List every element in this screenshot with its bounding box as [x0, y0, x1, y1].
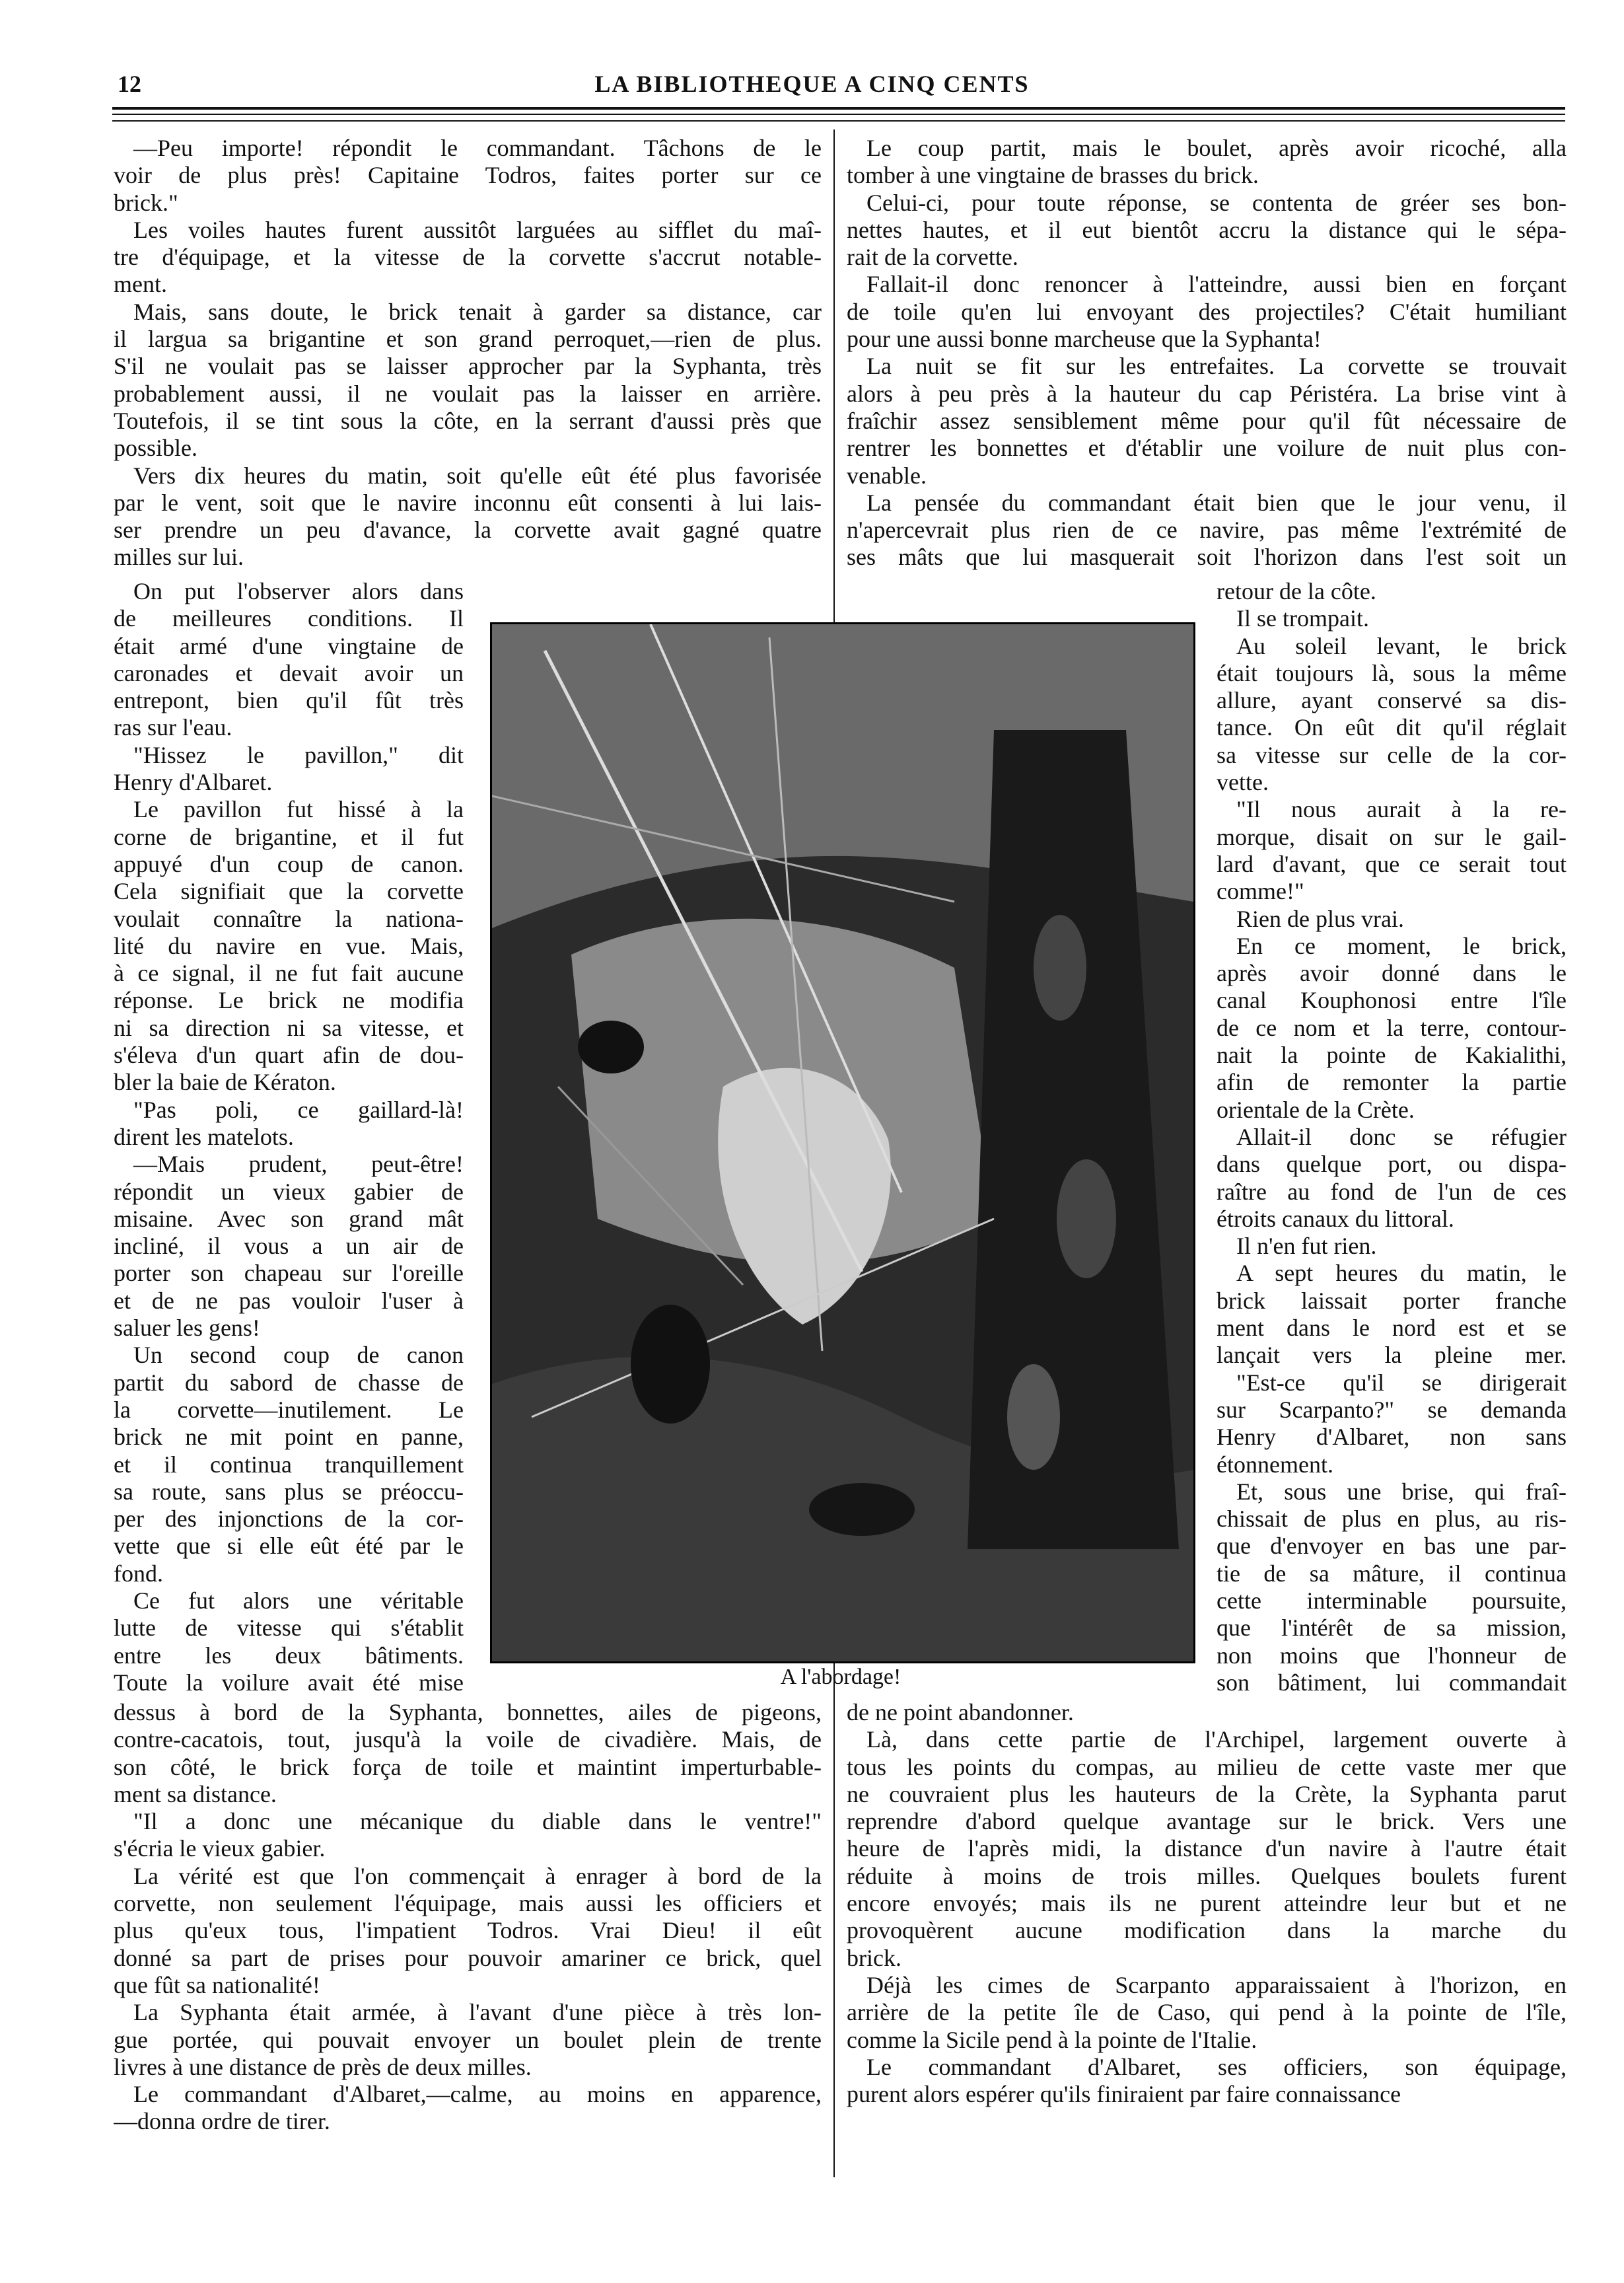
text-line: Ce fut alors une véritable	[133, 1587, 464, 1614]
text-line: Toute la voilure avait été mise	[114, 1669, 464, 1696]
text-line: Celui-ci, pour toute réponse, se contenta de gréer ses bon-	[866, 189, 1567, 216]
text-line: corne de brigantine, et il fut	[114, 823, 464, 850]
text-line: cette interminable poursuite,	[1217, 1587, 1567, 1614]
text-line: sur Scarpanto?" se demanda	[1217, 1396, 1567, 1423]
figure-caption: A l'abordage!	[780, 1665, 901, 1689]
text-line: tance. On eût dit qu'il réglait	[1217, 714, 1567, 741]
text-line: Les voiles hautes furent aussitôt larguées au sifflet du maî-	[133, 216, 822, 243]
text-line: purent alors espérer qu'ils finiraient par faire connaissance	[847, 2081, 1401, 2108]
header-rule	[112, 120, 1565, 122]
text-line: alors à peu près à la hauteur du cap Péristéra. La brise vint à	[847, 380, 1567, 407]
text-line: et il continua tranquillement	[114, 1451, 464, 1478]
text-line: sa vitesse sur celle de la cor-	[1217, 741, 1567, 768]
text-line: fond.	[114, 1560, 163, 1587]
text-line: milles sur lui.	[114, 544, 244, 571]
text-line: En ce moment, le brick,	[1236, 932, 1567, 959]
header-rule	[112, 107, 1565, 110]
text-line: incliné, il vous a un air de	[114, 1233, 464, 1260]
text-line: contre-cacatois, tout, jusqu'à la voile de civadière. Mais, de	[114, 1726, 822, 1753]
text-line: dans quelque port, ou dispa-	[1217, 1151, 1567, 1178]
text-line: brick.	[847, 1944, 901, 1971]
text-line: canal Kouphonosi entre l'île	[1217, 987, 1567, 1014]
text-line: n'apercevrait plus rien de ce navire, pas même l'extrémité de	[847, 517, 1567, 544]
text-line: raître au fond de l'un de ces	[1217, 1178, 1567, 1205]
text-line: partit du sabord de chasse de	[114, 1369, 464, 1396]
text-line: la corvette—inutilement. Le	[114, 1396, 464, 1423]
text-line: provoquèrent aucune modification dans la marche du	[847, 1917, 1567, 1944]
text-line: non moins que l'honneur de	[1217, 1642, 1567, 1669]
text-line: entre les deux bâtiments.	[114, 1642, 464, 1669]
text-line: morque, disait on sur le gail-	[1217, 823, 1567, 850]
text-line: ment sa distance.	[114, 1780, 277, 1807]
text-line: réponse. Le brick ne modifia	[114, 987, 464, 1014]
right-column-bottom	[847, 1699, 1567, 2108]
text-line: probablement aussi, il ne voulait pas la laisser en arrière.	[114, 380, 822, 407]
text-line: ses mâts que lui masquerait soit l'horizon dans l'est soit un	[847, 544, 1567, 571]
text-line: ne couvraient plus les hauteurs de la Crète, la Syphanta parut	[847, 1780, 1567, 1807]
text-line: Déjà les cimes de Scarpanto apparaissaient à l'horizon, en	[866, 1971, 1567, 1998]
text-line: lançait vers la pleine mer.	[1217, 1342, 1567, 1369]
text-line: chissait de plus en plus, au ris-	[1217, 1505, 1567, 1533]
text-line: tous les points du compas, au milieu de cette vaste mer que	[847, 1753, 1567, 1780]
text-line: gue portée, qui pouvait envoyer un boulet plein de trente	[114, 2026, 822, 2053]
text-line: venable.	[847, 462, 927, 489]
text-line: dirent les matelots.	[114, 1123, 294, 1150]
text-line: Henry d'Albaret.	[114, 769, 273, 796]
text-line: ment dans le nord est et se	[1217, 1315, 1567, 1342]
text-line: à ce signal, il ne fut fait aucune	[114, 960, 464, 987]
text-line: tie de sa mâture, il continua	[1217, 1560, 1567, 1587]
text-line: Toutefois, il se tint sous la côte, en la serrant d'aussi près que	[114, 407, 822, 434]
text-line: ment.	[114, 271, 167, 298]
text-line: "Hissez le pavillon," dit	[133, 741, 464, 768]
text-line: donné sa part de prises pour pouvoir amariner ce brick, quel	[114, 1944, 822, 1971]
text-line: possible.	[114, 435, 198, 462]
text-line: Fallait-il donc renoncer à l'atteindre, aussi bien en forçant	[866, 271, 1567, 298]
text-line: Le commandant d'Albaret, ses officiers, son équipage,	[866, 2053, 1567, 2080]
text-line: que fût sa nationalité!	[114, 1971, 320, 1998]
text-line: Là, dans cette partie de l'Archipel, largement ouverte à	[866, 1726, 1567, 1753]
header-rule	[112, 114, 1565, 115]
boarding-illustration	[490, 622, 1195, 1663]
text-line: caronades et devait avoir un	[114, 659, 464, 686]
right-column-top	[847, 135, 1567, 571]
text-line: appuyé d'un coup de canon.	[114, 850, 464, 877]
text-line: saluer les gens!	[114, 1315, 260, 1342]
text-line: son bâtiment, lui commandait	[1217, 1669, 1567, 1696]
text-line: vette.	[1217, 769, 1269, 796]
text-line: était toujours là, sous la même	[1217, 659, 1567, 686]
text-line: —Mais prudent, peut-être!	[133, 1151, 464, 1178]
text-line: Mais, sans doute, le brick tenait à garder sa distance, car	[133, 298, 822, 325]
text-line: La vérité est que l'on commençait à enrager à bord de la	[133, 1862, 822, 1889]
text-line: que l'intérêt de sa mission,	[1217, 1614, 1567, 1642]
text-line: tre d'équipage, et la vitesse de la corvette s'accrut notable-	[114, 244, 822, 271]
text-line: retour de la côte.	[1217, 578, 1376, 604]
text-line: de ne point abandonner.	[847, 1699, 1074, 1725]
text-line: Rien de plus vrai.	[1236, 905, 1404, 932]
text-line: son côté, le brick força de toile et maintint imperturbable-	[114, 1753, 822, 1780]
text-line: rentrer les bonnettes et d'établir une voilure de nuit plus con-	[847, 435, 1567, 462]
text-line: S'il ne voulait pas se laisser approcher par la Syphanta, très	[114, 353, 822, 380]
text-line: ni sa direction ni sa vitesse, et	[114, 1014, 464, 1041]
left-column-narrow	[114, 578, 464, 1696]
text-line: encore envoyés; mais ils ne purent atteindre leur but et ne	[847, 1890, 1567, 1917]
text-line: après avoir donné dans le	[1217, 960, 1567, 987]
text-line: tomber à une vingtaine de brasses du brick.	[847, 162, 1259, 189]
text-line: sa route, sans plus se préoccu-	[114, 1478, 464, 1505]
text-line: vette que si elle eût été par le	[114, 1533, 464, 1560]
text-line: Il n'en fut rien.	[1236, 1233, 1377, 1260]
text-line: fraîchir assez sensiblement même pour qu'il fût nécessaire de	[847, 407, 1567, 434]
text-line: comme!"	[1217, 878, 1304, 905]
text-line: livres à une distance de près de deux milles.	[114, 2053, 532, 2080]
text-line: "Il a donc une mécanique du diable dans le ventre!"	[133, 1808, 822, 1835]
text-line: rait de la corvette.	[847, 244, 1018, 271]
text-line: de toile qu'en lui envoyant des projectiles? C'était humiliant	[847, 298, 1567, 325]
text-line: allure, ayant conservé sa dis-	[1217, 687, 1567, 714]
page-number: 12	[118, 71, 141, 97]
text-line: Le commandant d'Albaret,—calme, au moins en apparence,	[133, 2081, 822, 2108]
text-line: voulait connaître la nationa-	[114, 905, 464, 932]
text-line: La pensée du commandant était bien que le jour venu, il	[866, 489, 1567, 516]
text-line: s'éleva d'un quart afin de dou-	[114, 1042, 464, 1069]
text-line: lard d'avant, que ce serait tout	[1217, 850, 1567, 877]
text-line: était armé d'une vingtaine de	[114, 632, 464, 659]
text-line: "Est-ce qu'il se dirigerait	[1236, 1369, 1567, 1396]
text-line: brick ne mit point en panne,	[114, 1424, 464, 1451]
text-line: que d'envoyer en bas une par-	[1217, 1533, 1567, 1560]
text-line: Henry d'Albaret, non sans	[1217, 1424, 1567, 1451]
text-line: répondit un vieux gabier de	[114, 1178, 464, 1205]
text-line: lutte de vitesse qui s'établit	[114, 1614, 464, 1642]
text-line: étroits canaux du littoral.	[1217, 1205, 1454, 1232]
text-line: comme la Sicile pend à la pointe de l'Italie.	[847, 2026, 1257, 2053]
text-line: La nuit se fit sur les entrefaites. La corvette se trouvait	[866, 353, 1567, 380]
text-line: "Pas poli, ce gaillard-là!	[133, 1096, 464, 1123]
text-line: On put l'observer alors dans	[133, 578, 464, 604]
text-line: reprendre d'abord quelque avantage sur le brick. Vers une	[847, 1808, 1567, 1835]
text-line: ras sur l'eau.	[114, 714, 232, 741]
text-line: corvette, non seulement l'équipage, mais aussi les officiers et	[114, 1890, 822, 1917]
text-line: Cela signifiait que la corvette	[114, 878, 464, 905]
text-line: afin de remonter la partie	[1217, 1069, 1567, 1096]
left-column-bottom	[114, 1699, 822, 2136]
text-line: lité du navire en vue. Mais,	[114, 932, 464, 959]
text-line: nait la pointe de Kakialithi,	[1217, 1042, 1567, 1069]
text-line: Et, sous une brise, qui fraî-	[1236, 1478, 1567, 1505]
text-line: il largua sa brigantine et son grand perroquet,—rien de plus.	[114, 326, 822, 353]
text-line: réduite à moins de trois milles. Quelques boulets furent	[847, 1862, 1567, 1889]
text-line: dessus à bord de la Syphanta, bonnettes, ailes de pigeons,	[114, 1699, 822, 1725]
text-line: porter son chapeau sur l'oreille	[114, 1260, 464, 1287]
text-line: Allait-il donc se réfugier	[1236, 1123, 1567, 1150]
text-line: Le coup partit, mais le boulet, après avoir ricoché, alla	[866, 135, 1567, 161]
text-line: brick."	[114, 189, 178, 216]
right-column-narrow	[1217, 578, 1567, 1696]
text-line: et de ne pas vouloir l'user à	[114, 1287, 464, 1314]
text-line: entrepont, bien qu'il fût très	[114, 687, 464, 714]
text-line: "Il nous aurait à la re-	[1236, 796, 1567, 823]
text-line: —donna ordre de tirer.	[114, 2108, 330, 2135]
text-line: heure de l'après midi, la distance d'un navire à l'autre était	[847, 1835, 1567, 1862]
text-line: bler la baie de Kératon.	[114, 1069, 336, 1096]
text-line: Au soleil levant, le brick	[1236, 632, 1567, 659]
text-line: pour une aussi bonne marcheuse que la Syphanta!	[847, 326, 1322, 353]
text-line: nettes hautes, et il eut bientôt accru la distance qui le sépa-	[847, 216, 1567, 243]
text-line: La Syphanta était armée, à l'avant d'une pièce à très lon-	[133, 1999, 822, 2026]
text-line: Un second coup de canon	[133, 1342, 464, 1369]
text-line: par le vent, soit que le navire inconnu eût consenti à lui lais-	[114, 489, 822, 516]
text-line: de meilleures conditions. Il	[114, 605, 464, 632]
text-line: per des injonctions de la cor-	[114, 1505, 464, 1533]
text-line: étonnement.	[1217, 1451, 1333, 1478]
left-column-top	[114, 135, 822, 571]
text-line: brick laissait porter franche	[1217, 1287, 1567, 1314]
text-line: Il se trompait.	[1236, 605, 1369, 632]
text-line: Vers dix heures du matin, soit qu'elle eût été plus favorisée	[133, 462, 822, 489]
text-line: de ce nom et la terre, contour-	[1217, 1014, 1567, 1041]
text-line: arrière de la petite île de Caso, qui pend à la pointe de l'île,	[847, 1999, 1567, 2026]
text-line: misaine. Avec son grand mât	[114, 1205, 464, 1232]
text-line: Le pavillon fut hissé à la	[133, 796, 464, 823]
text-line: s'écria le vieux gabier.	[114, 1835, 326, 1862]
text-line: plus qu'eux tous, l'impatient Todros. Vrai Dieu! il eût	[114, 1917, 822, 1944]
engraving-image	[492, 624, 1193, 1661]
running-title: LA BIBLIOTHEQUE A CINQ CENTS	[594, 71, 1030, 97]
text-line: —Peu importe! répondit le commandant. Tâchons de le	[133, 135, 822, 161]
text-line: ser prendre un peu d'avance, la corvette avait gagné quatre	[114, 517, 822, 544]
text-line: orientale de la Crète.	[1217, 1096, 1415, 1123]
text-line: voir de plus près! Capitaine Todros, faites porter sur ce	[114, 162, 822, 189]
text-line: A sept heures du matin, le	[1236, 1260, 1567, 1287]
